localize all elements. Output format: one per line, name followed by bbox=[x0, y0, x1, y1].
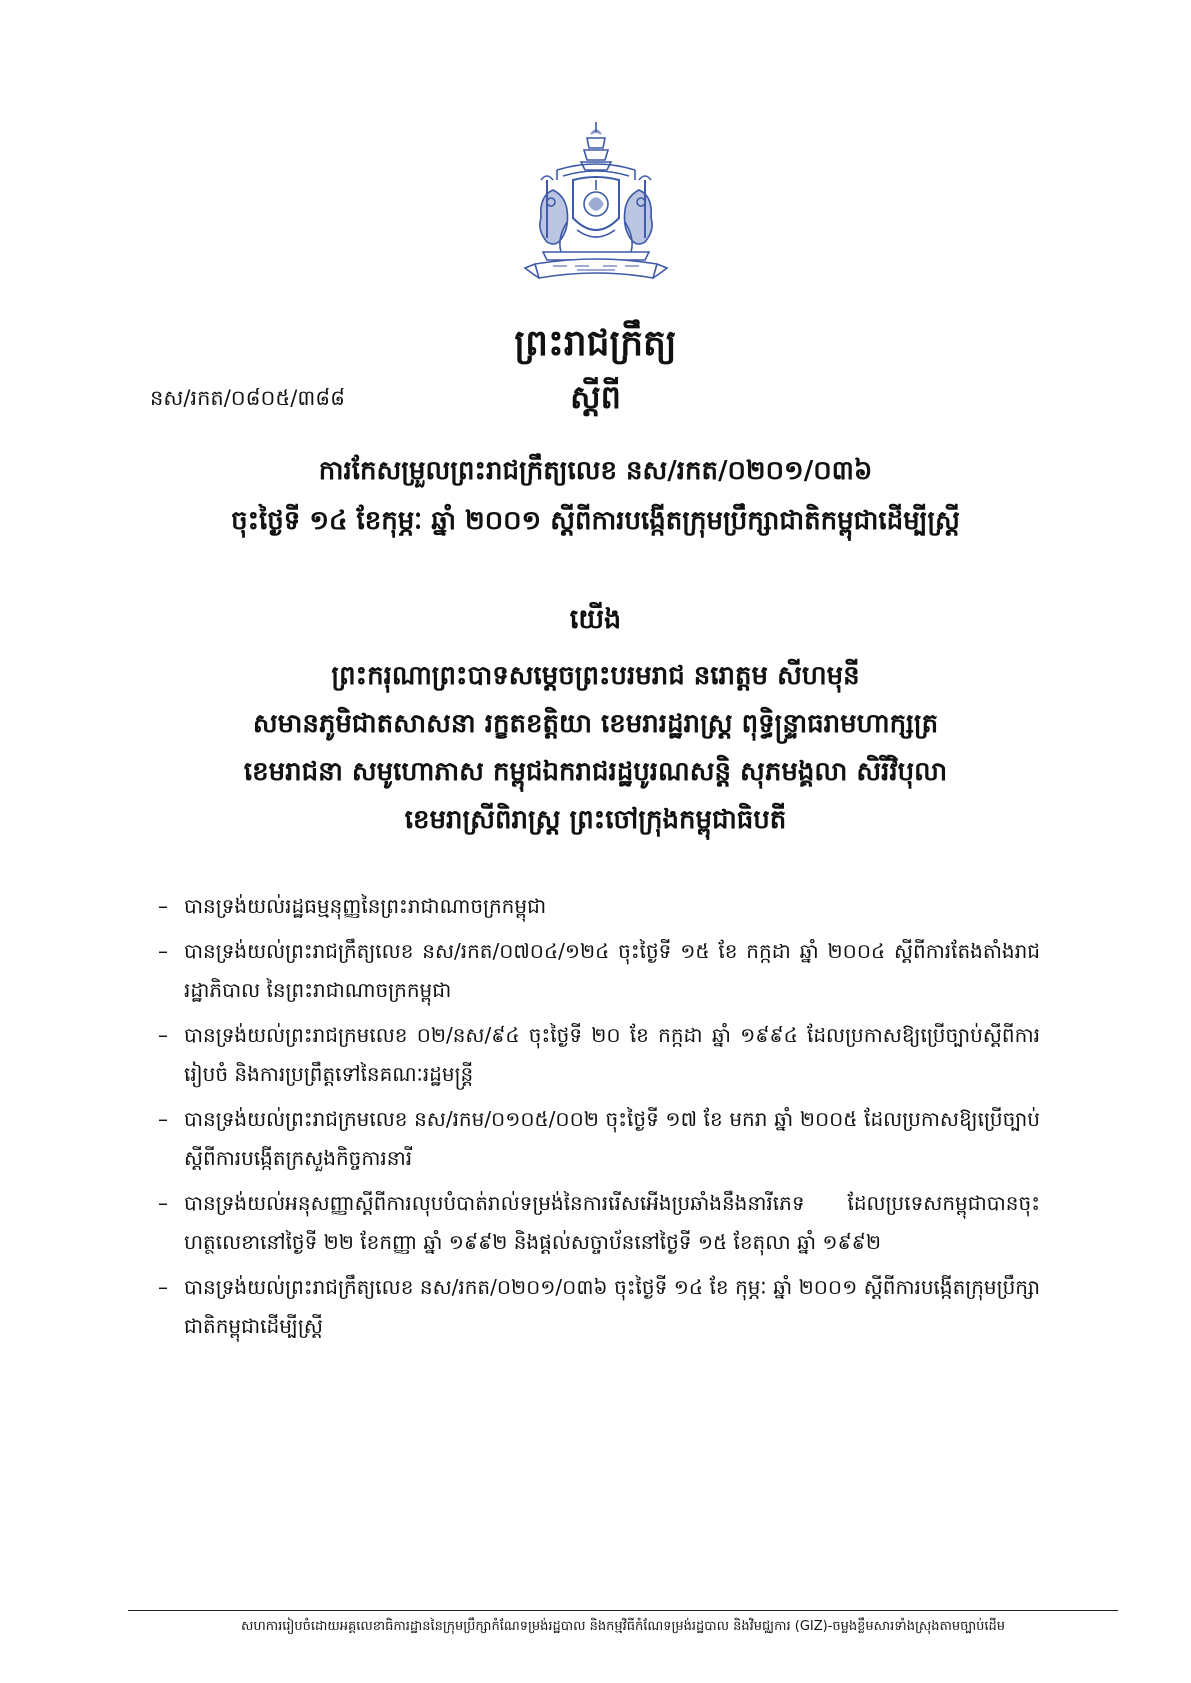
preamble-we: យើង bbox=[569, 604, 622, 635]
consideration-text: បានទ្រង់យល់ព្រះរាជក្រមលេខ ០២/នស/៩៤ ចុះថ្ងៃទី ២០ ខែ កក្កដា ឆ្នាំ ១៩៩៤ ដែលប្រកាសឱ្យប្រើច្បាប់ស្តីពីការរៀបចំ និងការប្រព្រឹត្តទៅនៃគណៈរដ្ឋមន្ត្រី bbox=[184, 1023, 1040, 1086]
consideration-text: បានទ្រង់យល់ព្រះរាជក្រឹត្យលេខ នស/រកត/០២០១/០៣៦ ចុះថ្ងៃទី ១៤ ខែ កុម្ភៈ ឆ្នាំ ២០០១ ស្តីពីការបង្កើតក្រុមប្រឹក្សាជាតិកម្ពុជាដើម្បីស្ត្រី bbox=[184, 1275, 1040, 1338]
subject-line-2: ចុះថ្ងៃទី ១៤ ខែកុម្ភៈ ឆ្នាំ ២០០១ ស្តីពីការបង្កើតក្រុមប្រឹក្សាជាតិកម្ពុជាដើម្បីស្ត្រី bbox=[231, 506, 960, 536]
list-dash: – bbox=[158, 894, 168, 918]
list-dash: – bbox=[158, 1275, 168, 1299]
consideration-item bbox=[158, 1184, 1040, 1262]
consideration-item bbox=[158, 1268, 1040, 1346]
subject-line-1: ការកែសម្រួលព្រះរាជក្រឹត្យលេខ នស/រកត/០២០១/០៣៦ bbox=[318, 456, 873, 486]
list-dash: – bbox=[158, 939, 168, 963]
king-title-line: ខេមរាស្រីពិរាស្ត្រ ព្រះចៅក្រុងកម្ពុជាធិបតី bbox=[404, 805, 787, 835]
consideration-text: បានទ្រង់យល់ព្រះរាជក្រឹត្យលេខ នស/រកត/០៧០៤/១២៤ ចុះថ្ងៃទី ១៥ ខែ កក្កដា ឆ្នាំ ២០០៤ ស្តីពីការតែងតាំងរាជរដ្ឋាភិបាល នៃព្រះរាជាណាចក្រកម្ពុជា bbox=[184, 939, 1040, 1002]
list-dash: – bbox=[158, 1023, 168, 1047]
royal-arms-emblem-icon bbox=[517, 118, 675, 288]
king-title-line: សមានភូមិជាតសាសនា រក្ខតខត្តិយា ខេមរារដ្ឋរាស្ត្រ ពុទ្ធិន្ទ្រាធរាមហាក្សត្រ bbox=[252, 709, 939, 739]
king-title-line: ខេមរាជនា សមូហោភាស កម្ពុជឯករាជរដ្ឋបូរណសន្តិ សុភមង្គលា សិរីវិបុលា bbox=[243, 757, 948, 787]
consideration-item bbox=[158, 932, 1040, 1010]
consideration-text: បានទ្រង់យល់រដ្ឋធម្មនុញ្ញនៃព្រះរាជាណាចក្រកម្ពុជា bbox=[184, 894, 547, 918]
decree-subject bbox=[120, 446, 1071, 546]
king-title-block bbox=[110, 652, 1081, 844]
consideration-item bbox=[158, 1100, 1040, 1178]
document-subtitle: ស្តីពី bbox=[570, 378, 621, 416]
consideration-item bbox=[158, 1016, 1040, 1094]
considerations-list bbox=[158, 887, 1040, 1352]
list-dash: – bbox=[158, 1107, 168, 1131]
document-title: ព្រះរាជក្រឹត្យ bbox=[514, 323, 677, 364]
consideration-item bbox=[158, 887, 1040, 926]
consideration-text: បានទ្រង់យល់អនុសញ្ញាស្តីពីការលុបបំបាត់រាល់ទម្រង់នៃការរើសអើងប្រឆាំងនឹងនារីភេទ ដែលប្រទេសកម្ពុជាបានចុះហត្ថលេខានៅថ្ងៃទី ២២ ខែកញ្ញា ឆ្នាំ ១៩៩២ និងផ្តល់សច្ចាប័ននៅថ្ងៃទី ១៥ ខែតុលា ឆ្នាំ ១៩៩២ bbox=[184, 1191, 1040, 1254]
footer-divider bbox=[128, 1610, 1118, 1611]
king-title-line: ព្រះករុណាព្រះបាទសម្តេចព្រះបរមរាជ នរោត្តម សីហមុនី bbox=[331, 661, 860, 691]
decree-reference-number: នស/រកត/០៨០៥/៣៨៨ bbox=[150, 386, 346, 410]
list-dash: – bbox=[158, 1191, 168, 1215]
consideration-text: បានទ្រង់យល់ព្រះរាជក្រមលេខ នស/រកម/០១០៥/០០២ ចុះថ្ងៃទី ១៧ ខែ មករា ឆ្នាំ ២០០៥ ដែលប្រកាសឱ្យប្រើច្បាប់ស្តីពីការបង្កើតក្រសួងកិច្ចការនារី bbox=[184, 1107, 1040, 1170]
footer-note: សហការរៀបចំដោយអគ្គលេខាធិការដ្ឋាននៃក្រុមប្រឹក្សាកំណែទម្រង់រដ្ឋបាល និងកម្មវិធីកំណែទម្រង់រដ្ឋបាល និងវិមជ្ឈការ (GIZ)-ចម្លងខ្លឹមសារទាំងស្រុងតាមច្បាប់ដើម bbox=[240, 1619, 1006, 1634]
